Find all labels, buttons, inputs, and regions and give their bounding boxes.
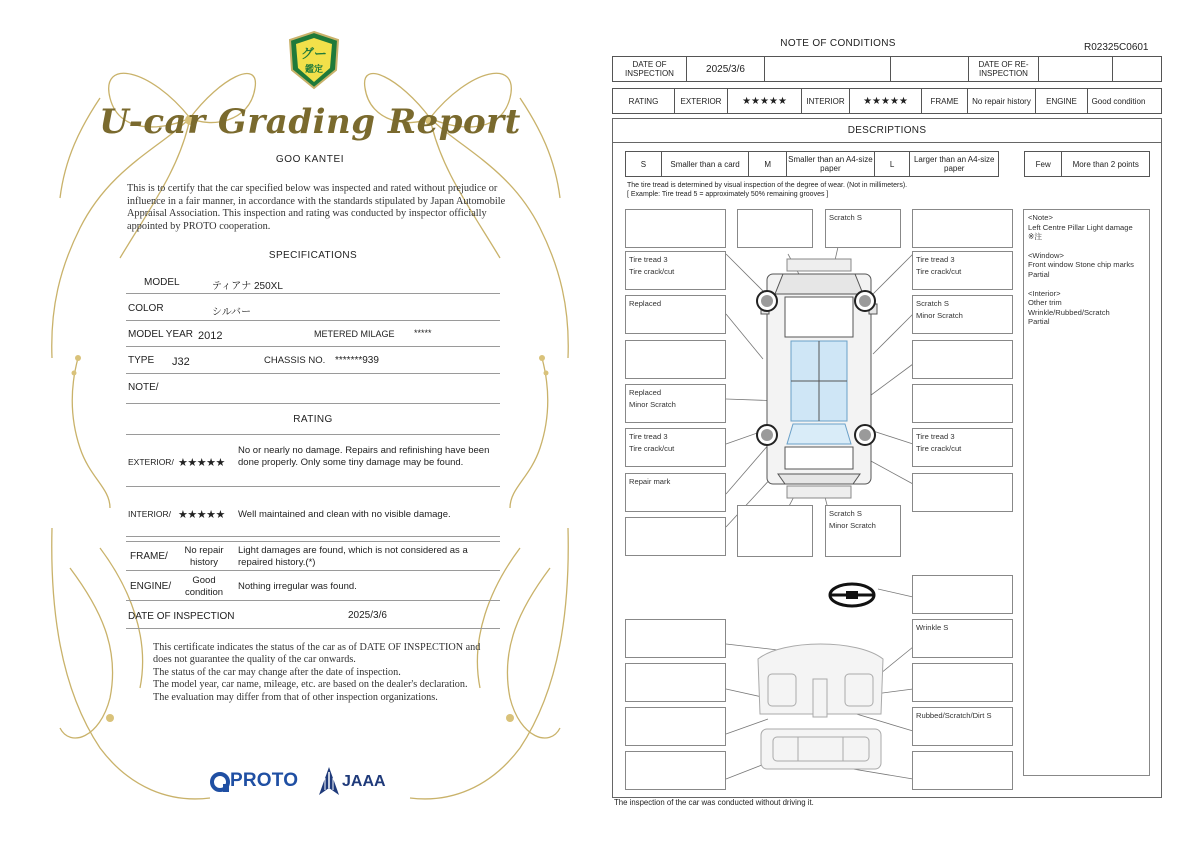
conditions-footer: The inspection of the car was conducted without driving it. (614, 798, 814, 807)
type-label: TYPE (128, 355, 155, 366)
goo-kantei-badge (286, 30, 342, 90)
logo-row (210, 766, 410, 796)
empty-cell (891, 57, 969, 81)
damage-box-top-center (825, 209, 901, 248)
interior-heading: <Interior> (1028, 288, 1061, 298)
empty-cell (765, 57, 891, 81)
note-line: Left Centre Pillar Light damage (1028, 222, 1133, 232)
model-label: MODEL (144, 277, 180, 288)
jaaa-logo: JAAA (342, 773, 386, 790)
damage-box-right-4 (912, 384, 1013, 423)
box-line: Tire crack/cut (916, 267, 962, 276)
frame-description: Light damages are found, which is not considered as a repaired history.(*) (238, 545, 468, 568)
frame-label: FRAME/ (130, 551, 168, 562)
box-line: Tire tread 3 (916, 432, 955, 441)
box-line: Scratch S (829, 509, 862, 518)
engine-label: ENGINE/ (130, 581, 172, 592)
proto-logo: PROTO (230, 770, 299, 791)
box-line: Minor Scratch (829, 521, 876, 530)
rating-table (612, 88, 1162, 114)
mileage-value: ***** (414, 328, 432, 338)
inspection-date-label: DATE OF INSPECTION (128, 611, 235, 622)
disclaimer-line: This certificate indicates the status of the car as of DATE OF INSPECTION and does not guarantee the quality of the car onwards. (153, 642, 481, 666)
descriptions-heading: DESCRIPTIONS (613, 119, 1161, 143)
tread-note-line: [ Example: Tire tread 5 = approximately 50% remaining grooves ] (627, 191, 829, 198)
chassis-value: *******939 (335, 355, 379, 366)
window-line: Partial (1028, 269, 1050, 279)
damage-box-left-replaced (625, 295, 726, 334)
certificate-disclaimer (153, 642, 483, 704)
engine-description: Nothing irregular was found. (238, 581, 357, 592)
proto-logo-icon (210, 770, 232, 794)
frame-value: No repair history (184, 545, 224, 568)
damage-box-right-tire-rear (912, 428, 1013, 467)
interior-label: INTERIOR (802, 89, 850, 113)
damage-box-left-7 (625, 517, 726, 556)
interior-box-left-4 (625, 751, 726, 790)
interior-box-left-2 (625, 663, 726, 702)
reinspection-label: DATE OF RE-INSPECTION (969, 57, 1039, 81)
interior-box-left-1 (625, 619, 726, 658)
few-legend (1024, 151, 1150, 177)
damage-box-left-3 (625, 340, 726, 379)
report-title: U-car Grading Report (99, 102, 521, 142)
frame-value: No repair history (968, 89, 1036, 113)
disclaimer-line: The evaluation may differ from that of other inspection organizations. (153, 691, 438, 703)
rating-row-interior (126, 489, 500, 537)
empty-cell (1039, 57, 1113, 81)
tire-tread-note (627, 181, 907, 199)
spec-row-color (126, 296, 500, 321)
specifications-heading: SPECIFICATIONS (268, 250, 358, 261)
exterior-label: EXTERIOR/ (128, 457, 174, 467)
report-subtitle: GOO KANTEI (275, 154, 345, 165)
interior-stars: ★★★★★ (178, 509, 225, 521)
type-value: J32 (172, 356, 190, 368)
note-heading: <Note> (1028, 213, 1053, 222)
grading-certificate (40, 28, 580, 820)
color-value: シルバー (212, 307, 252, 318)
legend-m-desc: Smaller than an A4-size paper (787, 152, 875, 176)
damage-box-left-replaced-scratch (625, 384, 726, 423)
interior-box-right-4 (912, 751, 1013, 790)
legend-m: M (749, 152, 787, 176)
box-line: Replaced (629, 299, 662, 308)
window-section (1028, 251, 1145, 280)
chassis-label: CHASSIS NO. (264, 355, 326, 366)
model-year-label: MODEL YEAR (128, 329, 194, 340)
box-line: Minor Scratch (629, 400, 676, 409)
spec-row-type (126, 349, 500, 374)
legend-l: L (875, 152, 911, 176)
engine-label: ENGINE (1036, 89, 1088, 113)
condition-notes (1023, 209, 1150, 776)
size-legend (625, 151, 999, 177)
box-line: Tire tread 3 (916, 255, 955, 264)
window-heading: <Window> (1028, 250, 1064, 260)
box-line: Scratch S (916, 299, 949, 308)
disclaimer-line: The model year, car name, mileage, etc. are based on the dealer's declaration. (153, 679, 468, 691)
box-line: Replaced (629, 388, 662, 397)
interior-line: Wrinkle/Rubbed/Scratch (1028, 307, 1110, 317)
rating-label: RATING (613, 89, 675, 113)
interior-box-right-rubbed (912, 707, 1013, 746)
rating-row-engine (126, 573, 500, 601)
box-line: Tire tread 3 (629, 255, 668, 264)
jaaa-logo-icon (318, 766, 340, 796)
rating-row-date (126, 603, 500, 629)
date-of-inspection-value: 2025/3/6 (687, 57, 765, 81)
spec-row-model (126, 271, 500, 294)
box-line: Repair mark (629, 477, 671, 486)
box-line: Tire crack/cut (629, 444, 675, 453)
box-line: Wrinkle S (916, 623, 949, 632)
report-code: R02325C0601 (1084, 42, 1149, 53)
note-label: NOTE/ (128, 382, 159, 393)
window-line: Front window Stone chip marks (1028, 260, 1134, 270)
descriptions-panel (612, 118, 1162, 798)
interior-box-right-wrinkle (912, 619, 1013, 658)
interior-box-steering (912, 575, 1013, 614)
note-line: ※注 (1028, 232, 1042, 242)
exterior-stars: ★★★★★ (178, 457, 225, 469)
rating-row-exterior (126, 434, 500, 487)
disclaimer-line: The status of the car may change after the date of inspection. (153, 666, 401, 678)
rating-row-frame (126, 541, 500, 571)
damage-box-right-3 (912, 340, 1013, 379)
date-of-inspection-label: DATE OF INSPECTION (613, 57, 687, 81)
box-line: Tire tread 3 (629, 432, 668, 441)
box-line: Minor Scratch (916, 311, 963, 320)
legend-s: S (626, 152, 662, 176)
tread-note-line: The tire tread is determined by visual inspection of the degree of wear. (Not in millimeters). (627, 182, 908, 189)
legend-l-desc: Larger than an A4-size paper (913, 155, 995, 173)
legend-few-desc: More than 2 points (1072, 159, 1139, 169)
certification-intro: This is to certify that the car specified below was inspected and rated without prejudice or influence in a fair manner, in accordance with the standards stipulated by Japan Automobile Appraisal Association. This inspection and rating was conducted by inspector officially appointed by PROTO cooperation. (127, 183, 506, 232)
engine-value: Good condition (1091, 96, 1146, 106)
interior-label: INTERIOR/ (128, 509, 171, 519)
damage-box-left-tire-front (625, 251, 726, 290)
interior-section (1028, 289, 1145, 327)
interior-box-right-2 (912, 663, 1013, 702)
frame-label: FRAME (922, 89, 968, 113)
box-line: Rubbed/Scratch/Dirt S (916, 711, 992, 720)
spec-row-year (126, 323, 500, 347)
legend-few: Few (1025, 152, 1062, 176)
legend-s-desc: Smaller than a card (662, 152, 750, 176)
color-label: COLOR (128, 303, 164, 314)
damage-box-bottom-center (825, 505, 901, 557)
mileage-label: METERED MILAGE (314, 329, 395, 339)
damage-box-right-tire-front (912, 251, 1013, 290)
inspection-date-value: 2025/3/6 (348, 610, 387, 621)
spec-row-note (126, 376, 500, 404)
inspection-date-table (612, 56, 1162, 82)
exterior-stars: ★★★★★ (728, 89, 802, 113)
empty-cell (1113, 57, 1161, 81)
model-value: ティアナ 250XL (212, 281, 283, 292)
damage-box-right-0 (912, 209, 1013, 248)
rating-heading: RATING (293, 414, 333, 425)
exterior-label: EXTERIOR (675, 89, 728, 113)
interior-box-left-3 (625, 707, 726, 746)
note-of-conditions (612, 34, 1164, 814)
model-year-value: 2012 (198, 330, 223, 342)
engine-value: Good condition (184, 575, 224, 598)
interior-line: Other trim (1028, 298, 1062, 308)
interior-description: Well maintained and clean with no visible damage. (238, 509, 451, 520)
damage-box-bottom-left (737, 505, 813, 557)
box-line: Tire crack/cut (629, 267, 675, 276)
box-line: Tire crack/cut (916, 444, 962, 453)
damage-box-left-repair-mark (625, 473, 726, 512)
exterior-description: No or nearly no damage. Repairs and refinishing have been done properly. Only some tiny damage may be found. (238, 445, 490, 468)
damage-box-left-tire-rear (625, 428, 726, 467)
damage-box-top-left (737, 209, 813, 248)
conditions-title: NOTE OF CONDITIONS (780, 38, 896, 49)
svg-text:グー: グー (300, 47, 328, 62)
damage-box-right-6 (912, 473, 1013, 512)
interior-stars: ★★★★★ (850, 89, 922, 113)
interior-line: Partial (1028, 317, 1050, 327)
note-section (1028, 213, 1145, 242)
svg-text:鑑定: 鑑定 (304, 65, 324, 75)
box-line: Scratch S (829, 213, 862, 222)
damage-box-left-1 (625, 209, 726, 248)
damage-box-right-scratch (912, 295, 1013, 334)
